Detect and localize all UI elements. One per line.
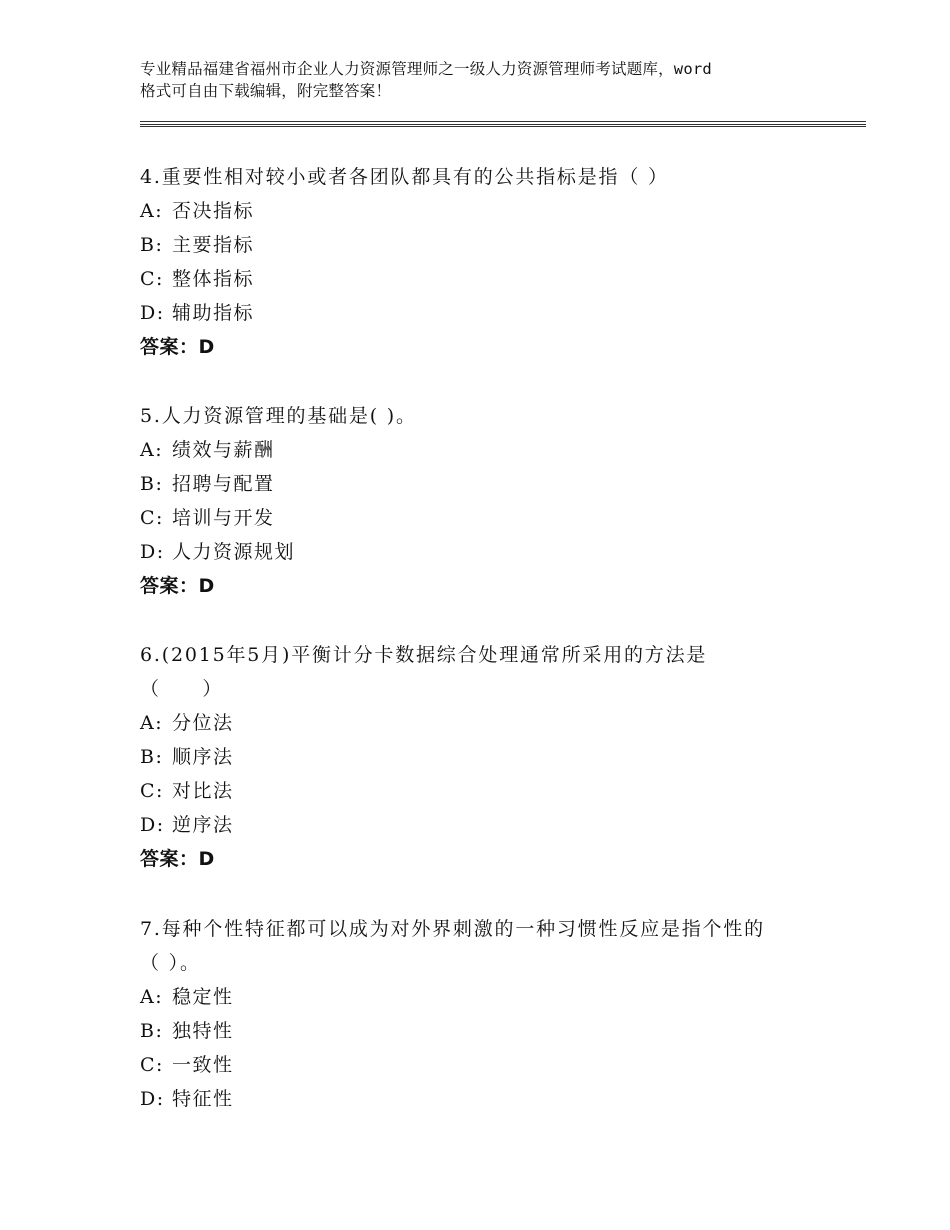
header-divider bbox=[140, 124, 866, 126]
option-text: 主要指标 bbox=[172, 234, 255, 256]
option-text: 否决指标 bbox=[172, 200, 255, 222]
option-a bbox=[140, 980, 840, 1014]
option-letter: C: bbox=[140, 780, 164, 802]
option-letter: A: bbox=[140, 200, 164, 222]
option-letter: D: bbox=[140, 814, 165, 836]
answer-label: 答案：D bbox=[140, 575, 215, 597]
question-stem-continuation: （ ） bbox=[140, 678, 224, 700]
question-7 bbox=[140, 912, 840, 1116]
header-divider bbox=[140, 126, 866, 127]
option-d bbox=[140, 1082, 840, 1116]
option-text: 稳定性 bbox=[172, 986, 234, 1008]
option-letter: B: bbox=[140, 1020, 164, 1042]
option-a bbox=[140, 433, 840, 467]
option-text: 分位法 bbox=[172, 712, 234, 734]
option-text: 辅助指标 bbox=[172, 302, 255, 324]
header-line-2: 格式可自由下载编辑，附完整答案！ bbox=[140, 82, 392, 100]
question-6 bbox=[140, 638, 840, 876]
option-text: 逆序法 bbox=[172, 814, 234, 836]
option-a bbox=[140, 194, 840, 228]
option-letter: B: bbox=[140, 746, 164, 768]
option-a bbox=[140, 706, 840, 740]
option-d bbox=[140, 296, 840, 330]
option-letter: B: bbox=[140, 473, 164, 495]
option-letter: A: bbox=[140, 439, 164, 461]
option-c bbox=[140, 501, 840, 535]
option-b bbox=[140, 740, 840, 774]
option-text: 培训与开发 bbox=[172, 507, 275, 529]
option-text: 顺序法 bbox=[172, 746, 234, 768]
option-d bbox=[140, 808, 840, 842]
option-text: 招聘与配置 bbox=[172, 473, 275, 495]
option-c bbox=[140, 1048, 840, 1082]
option-letter: D: bbox=[140, 541, 165, 563]
question-4 bbox=[140, 160, 840, 364]
option-letter: A: bbox=[140, 986, 164, 1008]
option-letter: A: bbox=[140, 712, 164, 734]
document-header bbox=[140, 58, 840, 102]
header-divider bbox=[140, 121, 866, 122]
option-letter: C: bbox=[140, 507, 164, 529]
question-stem: 5.人力资源管理的基础是( )。 bbox=[140, 405, 417, 427]
option-d bbox=[140, 535, 840, 569]
header-line-1: 专业精品福建省福州市企业人力资源管理师之一级人力资源管理师考试题库，word bbox=[140, 60, 712, 78]
option-text: 绩效与薪酬 bbox=[172, 439, 275, 461]
option-b bbox=[140, 1014, 840, 1048]
option-c bbox=[140, 262, 840, 296]
question-stem: 4.重要性相对较小或者各团队都具有的公共指标是指（ ） bbox=[140, 166, 669, 188]
option-letter: D: bbox=[140, 1088, 165, 1110]
option-text: 对比法 bbox=[172, 780, 234, 802]
option-text: 人力资源规划 bbox=[172, 541, 296, 563]
option-letter: D: bbox=[140, 302, 165, 324]
option-text: 整体指标 bbox=[172, 268, 255, 290]
question-stem: 6.(2015年5月)平衡计分卡数据综合处理通常所采用的方法是 bbox=[140, 644, 708, 666]
option-text: 特征性 bbox=[172, 1088, 234, 1110]
option-letter: B: bbox=[140, 234, 164, 256]
option-letter: C: bbox=[140, 268, 164, 290]
option-c bbox=[140, 774, 840, 808]
option-text: 一致性 bbox=[172, 1054, 234, 1076]
option-b bbox=[140, 467, 840, 501]
question-5 bbox=[140, 399, 840, 603]
question-stem: 7.每种个性特征都可以成为对外界刺激的一种习惯性反应是指个性的 bbox=[140, 918, 765, 940]
option-letter: C: bbox=[140, 1054, 164, 1076]
answer-label: 答案：D bbox=[140, 848, 215, 870]
question-stem-continuation: （ ）。 bbox=[140, 952, 201, 974]
option-b bbox=[140, 228, 840, 262]
answer-label: 答案：D bbox=[140, 336, 215, 358]
option-text: 独特性 bbox=[172, 1020, 234, 1042]
